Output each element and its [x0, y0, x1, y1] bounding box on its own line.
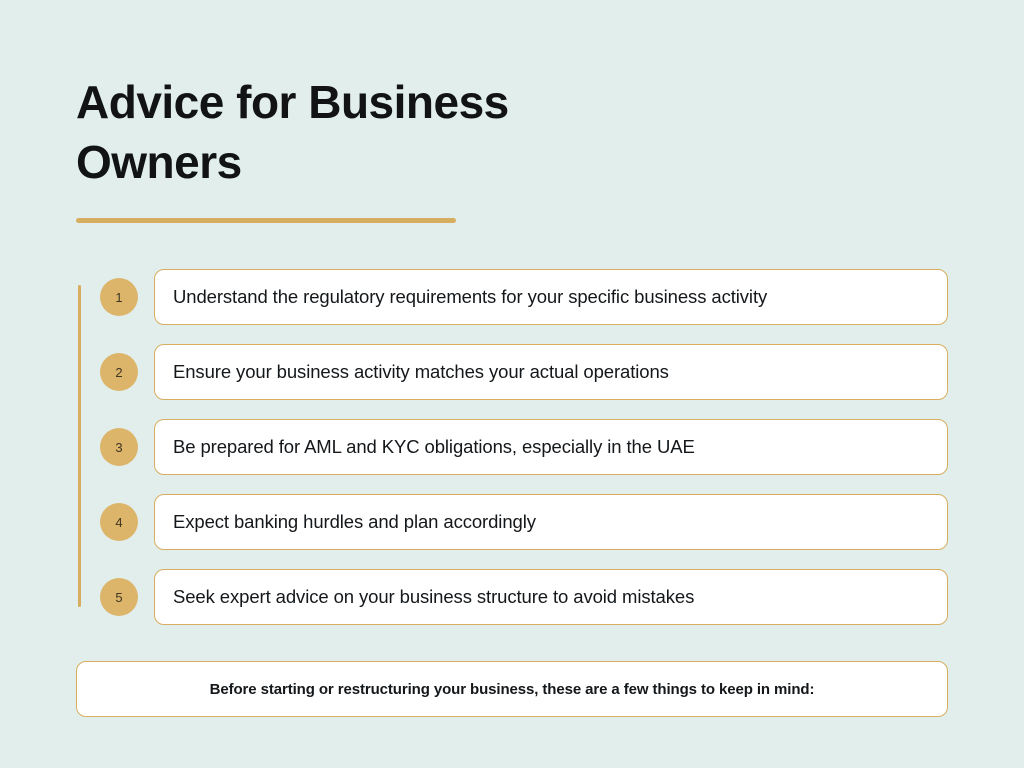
list-item-number: 5 — [100, 578, 138, 616]
list-item — [100, 419, 948, 475]
timeline-rail — [78, 285, 81, 607]
list-item-number: 3 — [100, 428, 138, 466]
page-title — [76, 62, 696, 192]
list-item-label: Expect banking hurdles and plan accordingly — [173, 511, 536, 532]
list-item — [100, 269, 948, 325]
list-item-number: 4 — [100, 503, 138, 541]
page-title-line-2: Owners — [76, 136, 242, 188]
list-item-card — [154, 269, 948, 325]
list-item — [100, 569, 948, 625]
list-item-label: Understand the regulatory requirements for your specific business activity — [173, 286, 768, 307]
list-item-card — [154, 419, 948, 475]
list-item-number: 2 — [100, 353, 138, 391]
page-title-line-1: Advice for Business — [76, 76, 509, 128]
list-item — [100, 344, 948, 400]
list-item-card — [154, 494, 948, 550]
list-item-label: Seek expert advice on your business structure to avoid mistakes — [173, 586, 695, 607]
list-item-card — [154, 344, 948, 400]
list-item-card — [154, 569, 948, 625]
footnote-label: Before starting or restructuring your business, these are a few things to keep in mind: — [209, 680, 815, 698]
list-item-label: Ensure your business activity matches your actual operations — [173, 361, 669, 382]
title-underline-divider — [76, 218, 456, 223]
list-item-number: 1 — [100, 278, 138, 316]
list-item — [100, 494, 948, 550]
advice-list — [76, 269, 948, 625]
footnote-card — [76, 661, 948, 717]
list-item-label: Be prepared for AML and KYC obligations, especially in the UAE — [173, 436, 695, 457]
